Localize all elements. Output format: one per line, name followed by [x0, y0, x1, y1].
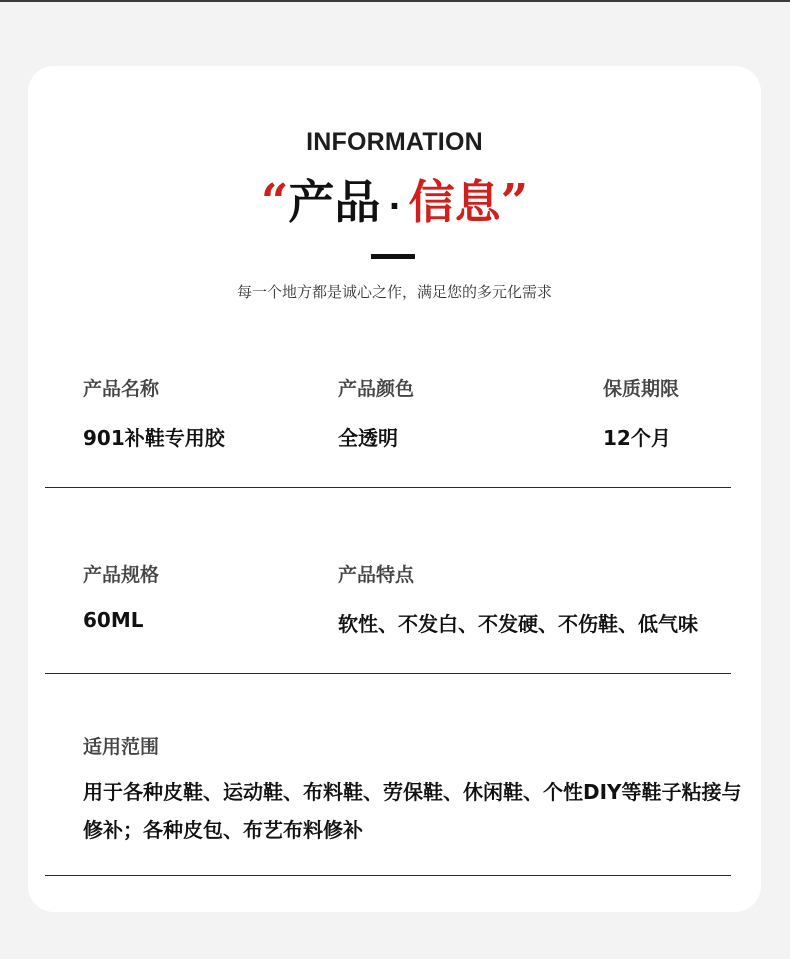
open-quote-mark: “	[260, 174, 289, 230]
product-color-value: 全透明	[338, 426, 398, 450]
title-underline-bar	[371, 254, 415, 259]
section-subtitle: 每一个地方都是诚心之作，满足您的多元化需求	[236, 283, 552, 301]
shelf-life-label: 保质期限	[603, 378, 680, 400]
close-quote-mark: ”	[500, 174, 529, 230]
product-info-card	[28, 66, 761, 912]
product-name-value: 901补鞋专用胶	[83, 426, 225, 450]
title-red-part: 信息	[408, 175, 501, 229]
usage-scope-value: 用于各种皮鞋、运动鞋、布料鞋、劳保鞋、休闲鞋、个性DIY等鞋子粘接与修补；各种皮包、布艺布料修补	[83, 780, 742, 842]
section-title	[28, 170, 761, 238]
title-separator-dot: ·	[388, 186, 401, 225]
product-spec-label: 产品规格	[83, 564, 160, 586]
section-eyebrow: INFORMATION	[306, 128, 483, 156]
product-feature-value: 软性、不发白、不发硬、不伤鞋、低气味	[338, 612, 698, 636]
title-black-part: 产品	[288, 175, 381, 229]
product-name-label: 产品名称	[83, 378, 160, 400]
usage-scope-label: 适用范围	[83, 736, 160, 758]
row-divider-1	[45, 487, 731, 488]
top-border-line	[0, 0, 790, 2]
product-feature-label: 产品特点	[338, 564, 415, 586]
row-divider-3	[45, 875, 731, 876]
product-spec-value: 60ML	[83, 608, 144, 632]
product-color-label: 产品颜色	[338, 378, 415, 400]
shelf-life-value: 12个月	[603, 426, 671, 450]
row-divider-2	[45, 673, 731, 674]
